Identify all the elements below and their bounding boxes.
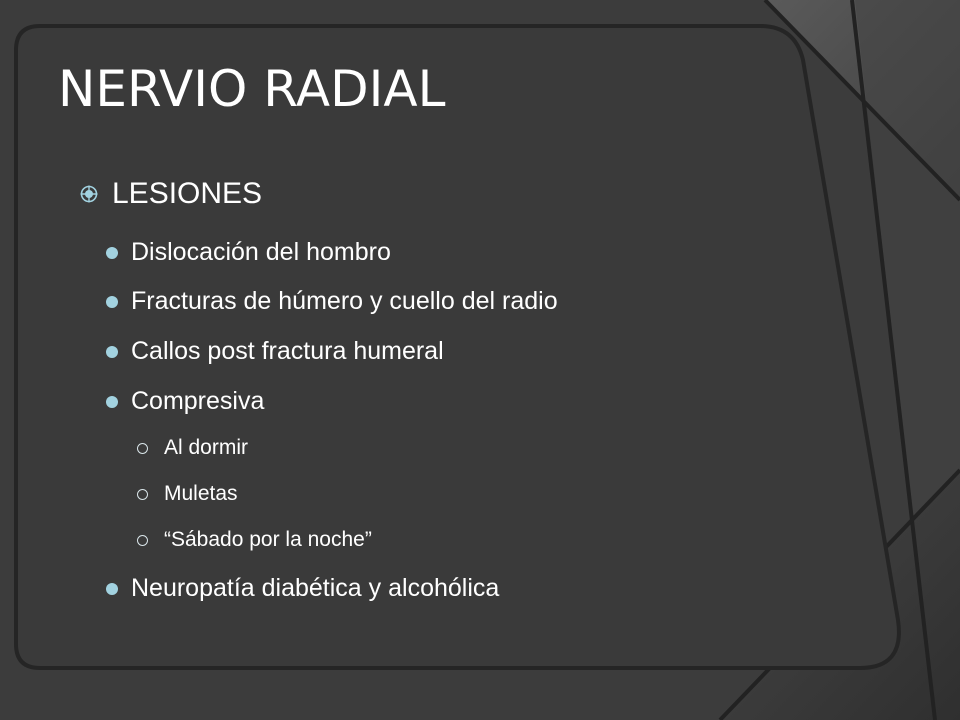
hollow-circle-bullet-icon [137, 443, 148, 454]
filled-circle-bullet-icon [106, 247, 118, 259]
filled-circle-bullet-icon [106, 346, 118, 358]
list-item-label: Dislocación del hombro [131, 238, 391, 266]
list-item [106, 574, 499, 603]
list-item [106, 387, 264, 416]
sub-list-item-label: “Sábado por la noche” [164, 528, 372, 551]
hollow-circle-bullet-icon [137, 489, 148, 500]
sub-list-item-label: Muletas [164, 482, 238, 505]
list-item [106, 337, 444, 366]
target-bullet-icon [80, 185, 98, 203]
heading-item [80, 177, 262, 211]
sub-list-item-label: Al dormir [164, 436, 249, 459]
filled-circle-bullet-icon [106, 296, 118, 308]
sub-list-item [137, 482, 238, 506]
heading-label: LESIONES [112, 177, 263, 210]
hollow-circle-bullet-icon [137, 535, 148, 546]
list-item-label: Neuropatía diabética y alcohólica [131, 574, 500, 602]
list-item-label: Compresiva [131, 387, 265, 415]
list-item [106, 238, 391, 267]
list-item-label: Fracturas de húmero y cuello del radio [131, 287, 558, 315]
list-item-label: Callos post fractura humeral [131, 337, 444, 365]
filled-circle-bullet-icon [106, 583, 118, 595]
sub-list-item [137, 528, 372, 552]
sub-list-item [137, 436, 248, 460]
page-title: NERVIO RADIAL [58, 60, 446, 118]
filled-circle-bullet-icon [106, 396, 118, 408]
list-item [106, 287, 558, 316]
